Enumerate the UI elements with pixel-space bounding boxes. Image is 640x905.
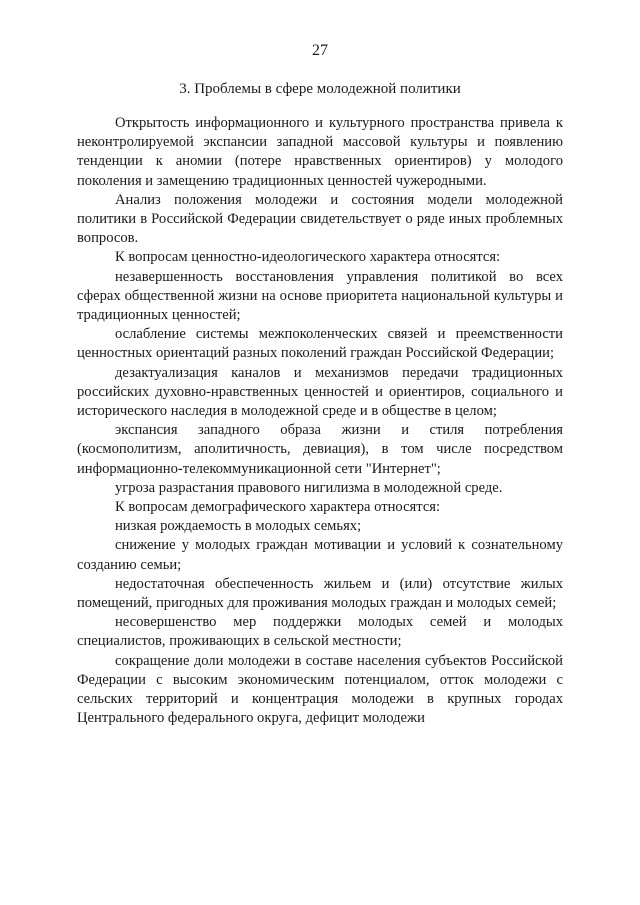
list-item: недостаточная обеспеченность жильем и (или) отсутствие жилых помещений, пригодных для проживания молодых граждан и молодых семей; — [77, 575, 563, 612]
paragraph: К вопросам ценностно-идеологического характера относятся: — [115, 249, 501, 266]
list-item: угроза разрастания правового нигилизма в молодежной среде. — [115, 479, 503, 496]
list-item: сокращение доли молодежи в составе населения субъектов Российской Федерации с высоким экономическим потенциалом, отток молодежи с сельских территорий и концентрация молодежи в крупных городах Центрального федерального округа, дефицит молодежи — [77, 652, 563, 727]
list-item: несовершенство мер поддержки молодых семей и молодых специалистов, проживающих в сельской местности; — [77, 614, 563, 650]
list-item: низкая рождаемость в молодых семьях; — [115, 518, 362, 535]
paragraph: Анализ положения молодежи и состояния модели молодежной политики в Российской Федерации свидетельствует о ряде иных проблемных вопросов. — [77, 191, 563, 247]
paragraph: Открытость информационного и культурного пространства привела к неконтролируемой экспансии западной массовой культуры и появлению тенденции к аномии (потере нравственных ориентиров) у молодого поколения и замещению традиционных ценностей чужеродными. — [77, 115, 563, 189]
section-heading: 3. Проблемы в сфере молодежной политики — [179, 81, 461, 97]
list-item: ослабление системы межпоколенческих связей и преемственности ценностных ориентаций разных поколений граждан Российской Федерации; — [77, 326, 563, 362]
paragraph: К вопросам демографического характера относятся: — [115, 499, 441, 516]
list-item: незавершенность восстановления управления политикой во всех сферах общественной жизни на основе приоритета национальной культуры и традиционных ценностей; — [77, 268, 563, 324]
body-text — [77, 114, 563, 729]
list-item: снижение у молодых граждан мотивации и условий к сознательному созданию семьи; — [77, 537, 563, 573]
list-item: экспансия западного образа жизни и стиля потребления (космополитизм, аполитичность, девиация), в том числе посредством информационно-телекоммуникационной сети "Интернет"; — [77, 422, 563, 477]
list-item: дезактуализация каналов и механизмов передачи традиционных российских духовно-нравственных ценностей и ориентиров, социального и исторического наследия в молодежной среде и в обществе в целом; — [77, 364, 563, 420]
page-number: 27 — [312, 42, 328, 59]
